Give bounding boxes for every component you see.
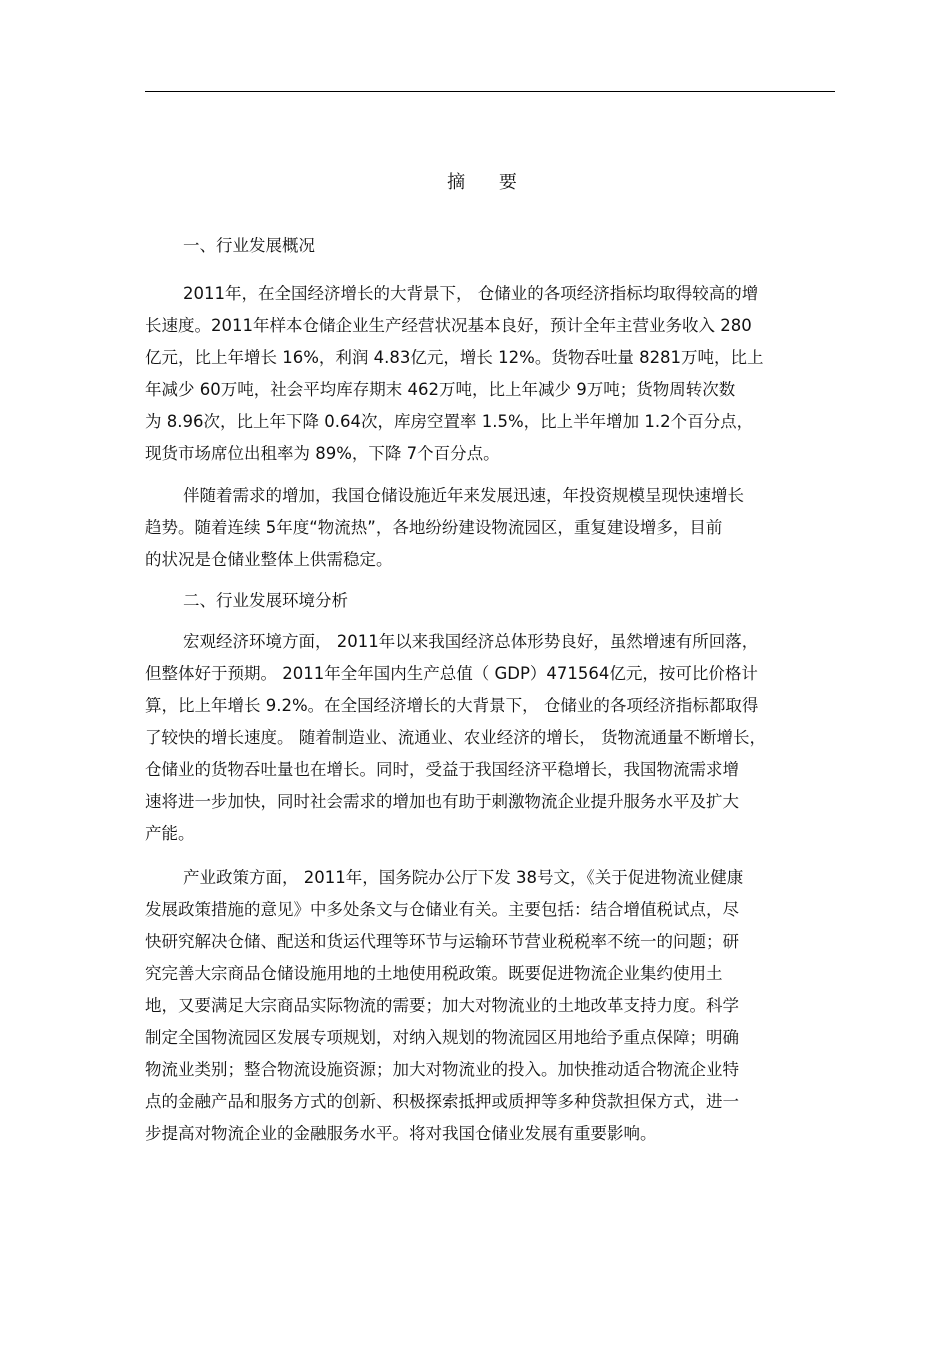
- text-line: 为 8.96次，比上年下降 0.64次，库房空置率 1.5%，比上半年增加 1.2个百分点，: [145, 412, 754, 431]
- text-line: 了较快的增长速度。 随着制造业、流通业、农业经济的增长， 货物流通量不断增长，: [145, 728, 766, 747]
- text-line: 但整体好于预期。 2011年全年国内生产总值（ GDP）471564亿元，按可比价格计: [145, 664, 758, 683]
- text-line: 产业政策方面， 2011年，国务院办公厅下发 38号文，《关于促进物流业健康: [183, 868, 744, 887]
- section-heading-2: 二、行业发展环境分析: [183, 591, 348, 610]
- header-rule: [145, 91, 835, 92]
- text-line: 产能。: [145, 824, 195, 843]
- text-line: 究完善大宗商品仓储设施用地的土地使用税政策。既要促进物流企业集约使用土: [145, 964, 723, 983]
- text-line: 快研究解决仓储、配送和货运代理等环节与运输环节营业税税率不统一的问题；研: [145, 932, 739, 951]
- text-line: 地，又要满足大宗商品实际物流的需要；加大对物流业的土地改革支持力度。科学: [145, 996, 739, 1015]
- paragraph-industry-policy: [145, 866, 835, 1154]
- text-line: 伴随着需求的增加，我国仓储设施近年来发展迅速，年投资规模呈现快速增长: [183, 486, 744, 505]
- page-title: 摘 要: [447, 172, 531, 193]
- paragraph-macro-environment: [145, 630, 835, 854]
- text-line: 步提高对物流企业的金融服务水平。将对我国仓储业发展有重要影响。: [145, 1124, 657, 1143]
- paragraph-facility-growth: [145, 484, 835, 580]
- section-heading-1: 一、行业发展概况: [183, 236, 315, 255]
- text-line: 趋势。随着连续 5年度“物流热”，各地纷纷建设物流园区，重复建设增多，目前: [145, 518, 723, 537]
- text-line: 制定全国物流园区发展专项规划，对纳入规划的物流园区用地给予重点保障；明确: [145, 1028, 739, 1047]
- text-line: 年减少 60万吨，社会平均库存期末 462万吨，比上年减少 9万吨；货物周转次数: [145, 380, 736, 399]
- text-line: 仓储业的货物吞吐量也在增长。同时，受益于我国经济平稳增长，我国物流需求增: [145, 760, 739, 779]
- text-line: 亿元，比上年增长 16%，利润 4.83亿元，增长 12%。货物吞吐量 8281万吨，比上: [145, 348, 764, 367]
- text-line: 的状况是仓储业整体上供需稳定。: [145, 550, 393, 569]
- text-line: 物流业类别；整合物流设施资源；加大对物流业的投入。加快推动适合物流企业特: [145, 1060, 739, 1079]
- text-line: 宏观经济环境方面， 2011年以来我国经济总体形势良好，虽然增速有所回落，: [183, 632, 759, 651]
- text-line: 现货市场席位出租率为 89%，下降 7个百分点。: [145, 444, 500, 463]
- paragraph-industry-overview: [145, 282, 835, 474]
- text-line: 速将进一步加快，同时社会需求的增加也有助于刺激物流企业提升服务水平及扩大: [145, 792, 739, 811]
- text-line: 发展政策措施的意见》中多处条文与仓储业有关。主要包括：结合增值税试点，尽: [145, 900, 739, 919]
- text-line: 2011年，在全国经济增长的大背景下， 仓储业的各项经济指标均取得较高的增: [183, 284, 759, 303]
- text-line: 长速度。2011年样本仓储企业生产经营状况基本良好，预计全年主营业务收入 280: [145, 316, 752, 335]
- text-line: 算，比上年增长 9.2%。在全国经济增长的大背景下， 仓储业的各项经济指标都取得: [145, 696, 759, 715]
- text-line: 点的金融产品和服务方式的创新、积极探索抵押或质押等多种贷款担保方式，进一: [145, 1092, 739, 1111]
